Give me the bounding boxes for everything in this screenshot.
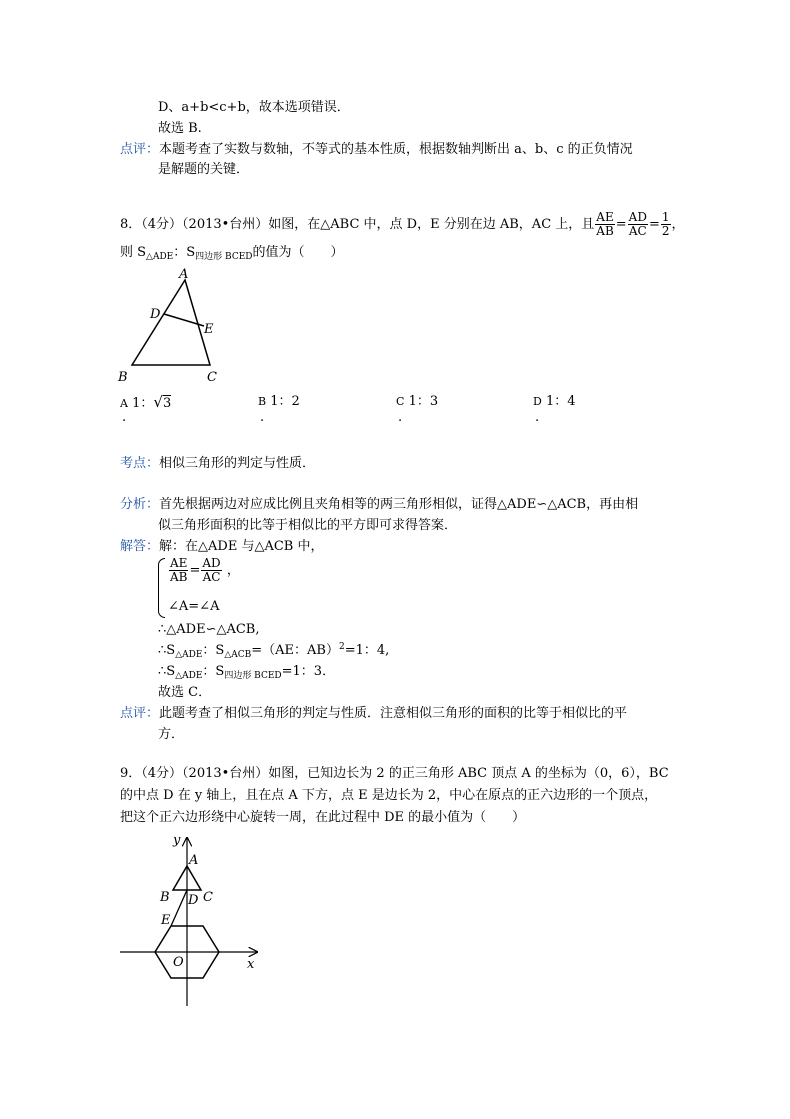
q8-option-d-dot: . — [535, 410, 540, 425]
q8-option-a-dot: . — [122, 410, 127, 425]
label-a: A — [189, 853, 199, 868]
prev-comment-text-1: 本题考查了实数与数轴，不等式的基本性质，根据数轴判断出 a、b、c 的正负情况 — [159, 142, 633, 157]
label-e: E — [204, 322, 214, 337]
prev-line-d: D、a+b<c+b，故本选项错误． — [158, 100, 350, 115]
q8-option-d: D 1：4 — [533, 394, 576, 409]
q8-answer-5: $\therefore S_{\triangle ADE}$：$S_{四边形 BCED}=1$：3． — [158, 664, 336, 681]
prev-comment — [120, 141, 633, 159]
q8-option-b-dot: . — [260, 410, 265, 425]
q8-system-line2: ∠A=∠A — [168, 599, 220, 614]
label-d: D — [150, 307, 161, 322]
q8-frac-ad-ac: $\frac{AD}{AC}$ — [628, 210, 647, 238]
label-c: C — [207, 370, 217, 385]
q8-system-brace — [158, 558, 165, 618]
q9-line3: 把这个正六边形绕中心旋转一周，在此过程中 DE 的最小值为（ ） — [120, 810, 526, 825]
q8-option-c: C 1：3 — [396, 394, 439, 409]
q8-frac-half: $\frac{1}{2}$ — [661, 210, 670, 238]
q8-answer-3: ∴△ADE∽△ACB, — [158, 622, 260, 637]
q8-frac-ae-ab: $\frac{AE}{AB}$ — [596, 210, 614, 238]
q8-answer-1: 解答：解：在△ADE 与△ACB 中， — [120, 539, 324, 554]
label-c: C — [203, 890, 213, 905]
segment-de — [171, 890, 187, 926]
q8-analysis-1: 分析：首先根据两边对应成比例且夹角相等的两三角形相似，证得△ADE∽△ACB，再由相 — [120, 497, 639, 512]
q8-line2: 则 $S_{\triangle ADE}$：$S_{四边形 BCED}$的值为（ ） — [120, 245, 344, 262]
q8-triangle-figure — [110, 262, 230, 387]
q8-comment-1: 点评：此题考查了相似三角形的判定与性质．注意相似三角形的面积的比等于相似比的平 — [120, 706, 628, 721]
q8-system-line1: $\frac{AE}{AB}$ = $\frac{AD}{AC}$ ， — [170, 556, 240, 584]
segment-de — [164, 314, 204, 326]
label-a: A — [179, 267, 189, 282]
triangle-abc — [132, 280, 210, 365]
q9-line1: 9．（4分）（2013•台州）如图，已知边长为 2 的正三角形 ABC 顶点 A 的坐标为（0，6），BC — [120, 766, 669, 781]
label-y: y — [173, 833, 181, 848]
q8-choose: 故选 C． — [158, 685, 212, 700]
label-e: E — [161, 913, 171, 928]
label-b: B — [160, 890, 170, 905]
q8-option-c-dot: . — [398, 410, 403, 425]
q8-analysis-2: 似三角形面积的比等于相似比的平方即可求得答案． — [158, 518, 458, 533]
q8-comment-2: 方． — [158, 727, 185, 742]
prev-choose: 故选 B. — [158, 121, 202, 136]
q9-coordinate-figure — [115, 828, 275, 1010]
sqrt-sign: √ — [153, 393, 163, 411]
q8-head: 8．（4分）（2013•台州）如图，在△ABC 中，点 D，E 分别在边 AB，AC 上，且 $\frac{AE}{AB}$ = $\frac{AD}{AC}$ = $\frac{1}{2}$ ， — [120, 210, 685, 238]
q8-option-b: B 1：2 — [258, 394, 300, 409]
label-x: x — [247, 957, 255, 972]
q9-line2: 的中点 D 在 y 轴上，且在点 A 下方，点 E 是边长为 2，中心在原点的正六边形的一个顶点， — [120, 788, 658, 803]
label-d: D — [188, 893, 199, 908]
label-b: B — [118, 370, 128, 385]
label-o: O — [173, 955, 184, 970]
q8-point: 考点：相似三角形的判定与性质． — [120, 456, 316, 471]
q8-option-a: A 1：√3 — [120, 393, 172, 411]
comment-label: 点评： — [120, 142, 160, 157]
q8-head-text: 8．（4分）（2013•台州）如图，在△ABC 中，点 D，E 分别在边 AB，AC 上，且 — [120, 217, 595, 232]
prev-comment-2: 是解题的关键． — [158, 162, 250, 177]
q8-answer-4: $\therefore S_{\triangle ADE}$：$S_{\triangle ACB}=(AE$：AB）$^2$=1：4, — [158, 642, 390, 660]
